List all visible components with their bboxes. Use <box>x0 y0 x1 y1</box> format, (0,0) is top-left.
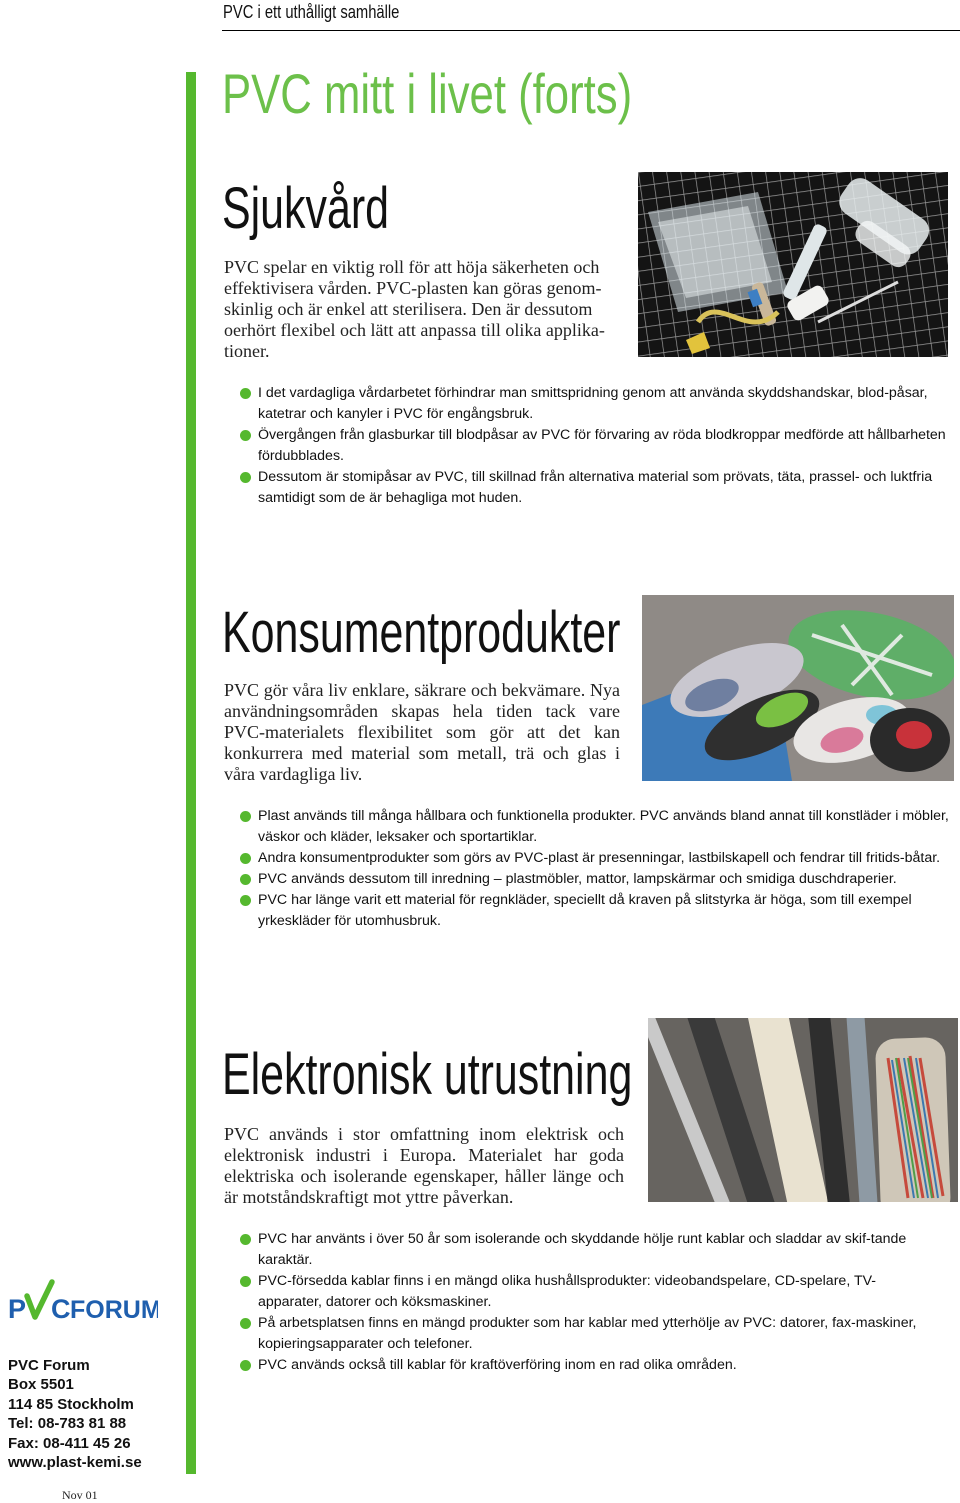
list-item: Dessutom är stomipåsar av PVC, till skillnad från alternativa material som prövats, täta, prassel- och luktfria samtidigt som de är behagliga mot huden. <box>240 467 952 509</box>
intro-line: PVC spelar en viktig roll för att höja säkerheten och <box>224 257 600 277</box>
list-item: I det vardagliga vårdarbetet förhindrar man smittspridning genom att använda skyddshandskar, blod-påsar, katetrar och kanyler i PVC för engångsbruk. <box>240 383 952 425</box>
intro-line: effektivisera vården. PVC-plasten kan göras genom- <box>224 278 602 298</box>
shoe-soles-image <box>642 595 954 781</box>
section-title-konsumentprodukter: Konsumentprodukter <box>222 600 621 665</box>
header-rule <box>222 30 960 31</box>
postal-city: 114 85 Stockholm <box>8 1395 134 1413</box>
list-item: Andra konsumentprodukter som görs av PVC-plast är presenningar, lastbilskapell och fendrar till fritids-båtar. <box>240 848 960 869</box>
logo-letter-c: C <box>51 1294 71 1324</box>
org-name: PVC Forum <box>8 1357 90 1374</box>
section-title-elektronisk-utrustning: Elektronisk utrustning <box>222 1042 633 1107</box>
intro-line: oerhört flexibel och lätt att anpassa till olika applika- <box>224 320 605 340</box>
list-item: PVC används dessutom till inredning – plastmöbler, mattor, lampskärmar och smidiga duschdraperier. <box>240 869 960 890</box>
list-item: På arbetsplatsen finns en mängd produkter som har kablar med ytterhölje av PVC: datorer, fax-maskiner, kopieringsapparater och telefoner. <box>240 1313 930 1355</box>
page-title: PVC mitt i livet (forts) <box>222 62 633 125</box>
logo-letter-p: P <box>8 1294 27 1324</box>
list-item: PVC används också till kablar för kraftöverföring inom en rad olika områden. <box>240 1355 930 1376</box>
section-intro-konsumentprodukter: PVC gör våra liv enklare, säkrare och bekvämare. Nya användningsområden skapas hela tiden tack vare PVC-materialets flexibilitet som gör att det kan konkurrera med material som metall, trä och glas i våra vardagliga liv. <box>224 680 620 784</box>
fax: Fax: 08-411 45 26 <box>8 1434 131 1452</box>
list-item: Övergången från glasburkar till blodpåsar av PVC för förvaring av röda blodkroppar medförde att hållbarheten fördubblades. <box>240 425 952 467</box>
logo-checkmark-v <box>27 1282 52 1317</box>
medical-equipment-image <box>638 172 948 357</box>
cables-photo <box>648 1018 958 1202</box>
intro-line: tioner. <box>224 341 270 361</box>
list-item: PVC har länge varit ett material för regnkläder, speciellt då kraven på slitstyrka är höga, som till exempel yrkeskläder för utomhusbruk. <box>240 890 960 932</box>
green-sidebar-bar <box>186 72 196 1474</box>
po-box: Box 5501 <box>8 1376 74 1394</box>
medical-equipment-photo <box>638 172 948 357</box>
cables-image <box>648 1018 958 1202</box>
running-header: PVC i ett uthålligt samhälle <box>223 2 400 22</box>
contact-address <box>8 1356 142 1472</box>
bullet-list-elektronisk-utrustning <box>240 1229 930 1376</box>
list-item: PVC-försedda kablar finns i en mängd olika hushållsprodukter: videobandspelare, CD-spelare, TV-apparater, datorer och köksmaskiner. <box>240 1271 930 1313</box>
list-item: PVC har använts i över 50 år som isolerande och skyddande hölje runt kablar och sladdar av skif-tande karaktär. <box>240 1229 930 1271</box>
telephone: Tel: 08-783 81 88 <box>8 1415 127 1433</box>
pvc-forum-logo-mark <box>8 1278 158 1324</box>
bullet-list-konsumentprodukter <box>240 806 960 932</box>
footer-date: Nov 01 <box>62 1488 98 1502</box>
shoe-soles-photo <box>642 595 954 781</box>
bullet-list-sjukvard <box>240 383 952 509</box>
logo-word-forum: FORUM <box>70 1296 158 1324</box>
pvc-forum-logo <box>8 1278 158 1324</box>
section-title-sjukvard: Sjukvård <box>222 176 389 241</box>
section-intro-elektronisk-utrustning: PVC används i stor omfattning inom elektrisk och elektronisk industri i Europa. Materialet har goda elektriska och isolerande egenskaper, håller länge och är motståndskraftigt mot yttre påverkan. <box>224 1124 624 1207</box>
section-intro-sjukvard <box>224 257 624 362</box>
list-item: Plast används till många hållbara och funktionella produkter. PVC används bland annat till konstläder i möbler, väskor och kläder, leksaker och sportartiklar. <box>240 806 960 848</box>
website-link[interactable]: www.plast-kemi.se <box>8 1454 142 1472</box>
intro-line: skinlig och är enkel att sterilisera. Den är dessutom <box>224 299 593 319</box>
